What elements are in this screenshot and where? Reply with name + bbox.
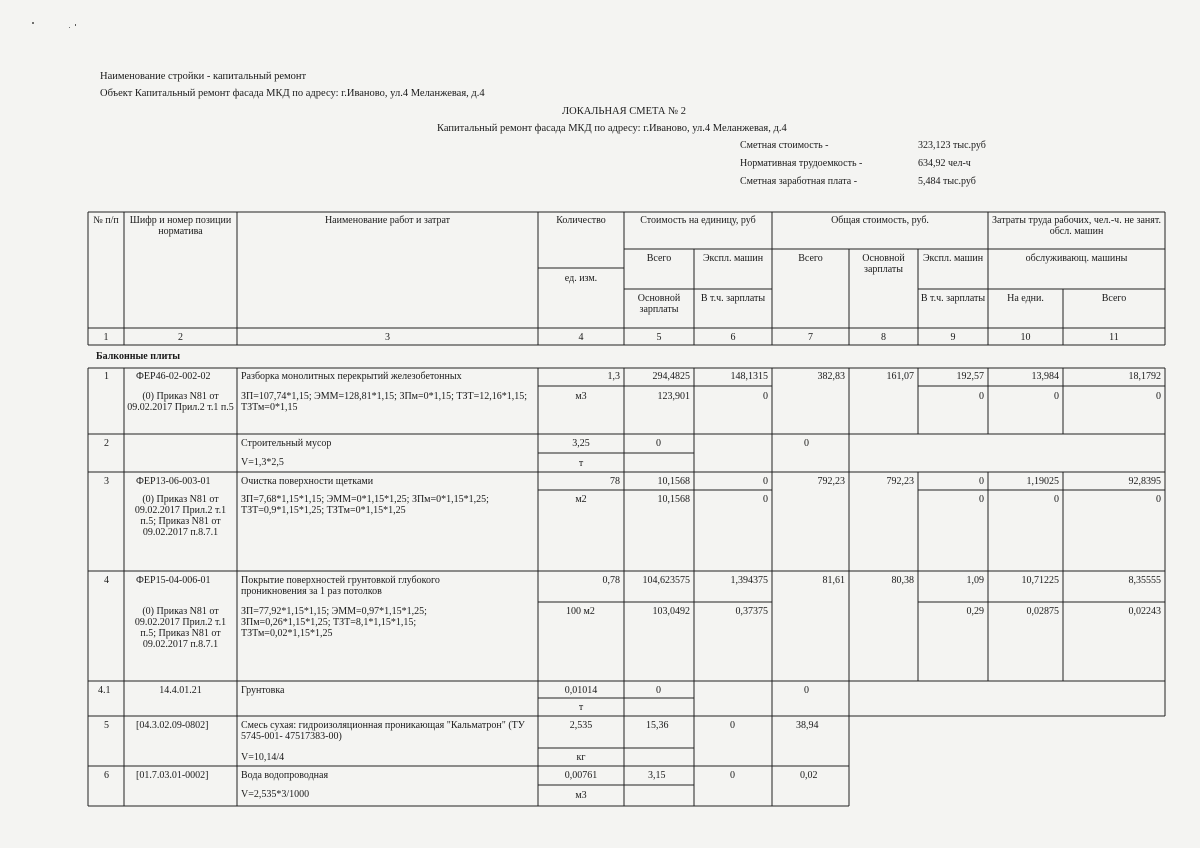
row-c6: 0 (730, 720, 735, 731)
row-name: Смесь сухая: гидроизоляционная проникающая "Кальматрон" (ТУ 5745-001- 47517383-00) (241, 720, 525, 742)
row-unit: т (578, 702, 584, 713)
row-c6b: 0 (763, 391, 768, 402)
row-code: ФЕР15-04-006-01 (136, 575, 211, 586)
row-num: 6 (104, 770, 109, 781)
col-number: 3 (385, 332, 390, 343)
row-c11b: 0,02243 (1128, 606, 1161, 617)
row-code: ФЕР13-06-003-01 (136, 476, 211, 487)
row-c8: 161,07 (886, 371, 914, 382)
row-unit: т (578, 458, 584, 469)
row-c6: 148,1315 (730, 371, 768, 382)
estimate-title: ЛОКАЛЬНАЯ СМЕТА № 2 (562, 106, 686, 117)
row-c10: 13,984 (1031, 371, 1059, 382)
row-name: Очистка поверхности щетками (241, 476, 374, 487)
row-qty: 78 (610, 476, 620, 487)
row-c5b: 103,0492 (652, 606, 690, 617)
col-number: 6 (730, 332, 736, 343)
row-c9: 192,57 (956, 371, 984, 382)
row-c9: 1,09 (966, 575, 984, 586)
row-num: 5 (104, 720, 109, 731)
row-c9b: 0,29 (966, 606, 984, 617)
row-code: [04.3.02.09-0802] (136, 720, 209, 731)
row-qty: 2,535 (569, 720, 593, 731)
col-number: 1 (103, 332, 109, 343)
row-code-ref: (0) Приказ N81 от 09.02.2017 Прил.2 т.1 п.5 (127, 391, 234, 413)
row-c10b: 0 (1054, 494, 1059, 505)
row-c10b: 0,02875 (1026, 606, 1059, 617)
row-c6b: 0 (763, 494, 768, 505)
summary-labor-label: Нормативная трудоемкость - (740, 158, 863, 169)
row-c7: 81,61 (822, 575, 845, 586)
col-header-num: № п/п (93, 215, 119, 226)
row-code: ФЕР46-02-002-02 (136, 371, 211, 382)
col-header-labor: Затраты труда рабочих, чел.-ч. не занят. обсл. машин (992, 215, 1161, 237)
row-c7: 0 (804, 438, 809, 449)
row-unit: м2 (575, 494, 587, 505)
col-number: 4 (578, 332, 584, 343)
row-formula: V=1,3*2,5 (241, 457, 284, 468)
col-header-base-wage2: Основной зарплаты (637, 293, 681, 315)
row-c11b: 0 (1156, 494, 1161, 505)
col-number: 10 (1020, 332, 1031, 343)
row-c11: 18,1792 (1128, 371, 1161, 382)
row-c9: 0 (979, 476, 984, 487)
row-c9b: 0 (979, 391, 984, 402)
row-qty: 0,78 (602, 575, 620, 586)
row-name: Грунтовка (241, 685, 285, 696)
row-c5b: 123,901 (657, 391, 690, 402)
row-c8: 792,23 (886, 476, 914, 487)
col-header-mach2: Экспл. машин (922, 253, 984, 264)
row-formula: V=10,14/4 (241, 752, 285, 763)
row-c8: 80,38 (891, 575, 914, 586)
col-header-mach: Экспл. машин (702, 253, 764, 264)
row-c5b: 10,1568 (657, 494, 690, 505)
summary-labor-value: 634,92 чел-ч (918, 158, 971, 169)
row-num: 3 (104, 476, 109, 487)
estimate-subtitle: Капитальный ремонт фасада МКД по адресу: г.Иваново, ул.4 Меланжевая, д.4 (437, 123, 787, 134)
row-unit: 100 м2 (566, 606, 595, 617)
row-formula: ЗП=77,92*1,15*1,15; ЭММ=0,97*1,15*1,25; ЗПм=0,26*1,15*1,25; ТЗТ=8,1*1,15*1,15; ТЗТм=0,02*1,15*1,25 (241, 606, 427, 639)
summary-cost-value: 323,123 тыс.руб (918, 140, 986, 151)
row-c9b: 0 (979, 494, 984, 505)
row-name: Разборка монолитных перекрытий железобетонных (241, 371, 462, 382)
object-name: Объект Капитальный ремонт фасада МКД по адресу: г.Иваново, ул.4 Меланжевая, д.4 (100, 88, 485, 99)
row-c6: 1,394375 (730, 575, 768, 586)
col-header-qty: Количество (556, 215, 606, 226)
row-num: 1 (104, 371, 109, 382)
row-qty: 3,25 (572, 438, 590, 449)
row-c11: 92,8395 (1128, 476, 1161, 487)
row-num: 4.1 (98, 685, 111, 696)
col-header-all: Всего (646, 253, 672, 264)
row-c11: 8,35555 (1128, 575, 1161, 586)
row-unit: м3 (575, 790, 587, 801)
col-header-incl-wage: В т.ч. зарплаты (700, 293, 766, 304)
summary-cost-label: Сметная стоимость - (740, 140, 829, 151)
row-code: 14.4.01.21 (159, 685, 202, 696)
col-number: 11 (1109, 332, 1119, 343)
col-header-machine-service: обслуживающ. машины (1025, 253, 1128, 264)
row-qty: 1,3 (607, 371, 620, 382)
col-header-unit: ед. изм. (564, 273, 598, 284)
row-c5: 0 (656, 438, 661, 449)
row-qty: 0,01014 (564, 685, 598, 696)
summary-wage-label: Сметная заработная плата - (740, 176, 858, 187)
col-number: 7 (808, 332, 813, 343)
row-c5: 10,1568 (657, 476, 690, 487)
row-c7: 0,02 (800, 770, 818, 781)
row-c10: 10,71225 (1021, 575, 1059, 586)
row-unit: кг (576, 752, 586, 763)
col-header-total-cost: Общая стоимость, руб. (831, 215, 929, 226)
row-unit: м3 (575, 391, 587, 402)
section-title: Балконные плиты (96, 351, 181, 362)
row-code: [01.7.03.01-0002] (136, 770, 209, 781)
row-c7: 0 (804, 685, 809, 696)
row-name: Покрытие поверхностей грунтовкой глубокого проникновения за 1 раз потолков (241, 575, 440, 597)
construction-name: Наименование стройки - капитальный ремонт (100, 71, 307, 82)
row-c10: 1,19025 (1026, 476, 1059, 487)
row-c6: 0 (763, 476, 768, 487)
row-name: Строительный мусор (241, 438, 332, 449)
col-header-base-wage: Основной зарплаты (862, 253, 905, 275)
row-c5: 294,4825 (652, 371, 690, 382)
row-c11b: 0 (1156, 391, 1161, 402)
col-header-name: Наименование работ и затрат (324, 215, 451, 226)
row-num: 4 (104, 575, 109, 586)
col-header-unit-cost: Стоимость на единицу, руб (640, 215, 756, 226)
row-c6b: 0,37375 (735, 606, 768, 617)
col-number: 2 (178, 332, 183, 343)
row-c5: 0 (656, 685, 661, 696)
row-c10b: 0 (1054, 391, 1059, 402)
col-header-all3: Всего (1101, 293, 1127, 304)
col-header-per-unit: На едни. (1007, 293, 1044, 304)
col-number: 9 (950, 332, 956, 343)
row-c5: 15,36 (646, 720, 669, 731)
row-code-ref: (0) Приказ N81 от 09.02.2017 Прил.2 т.1 п.5; Приказ N81 от 09.02.2017 п.8.7.1 (134, 606, 227, 650)
row-code-ref: (0) Приказ N81 от 09.02.2017 Прил.2 т.1 п.5; Приказ N81 от 09.02.2017 п.8.7.1 (134, 494, 227, 538)
row-formula: V=2,535*3/1000 (241, 789, 310, 800)
row-c7: 792,23 (817, 476, 845, 487)
col-number: 8 (881, 332, 886, 343)
col-header-code: Шифр и номер позиции норматива (129, 215, 232, 237)
col-header-all2: Всего (798, 253, 823, 264)
summary-wage-value: 5,484 тыс.руб (918, 176, 976, 187)
col-number: 5 (656, 332, 662, 343)
row-formula: ЗП=7,68*1,15*1,15; ЭММ=0*1,15*1,25; ЗПм=0*1,15*1,25; ТЗТ=0,9*1,15*1,25; ТЗТм=0*1,15*1,25 (241, 494, 489, 516)
row-c7: 382,83 (817, 371, 845, 382)
col-header-incl-wage2: В т.ч. зарплаты (920, 293, 986, 304)
row-qty: 0,00761 (564, 770, 598, 781)
row-c5: 104,623575 (642, 575, 690, 586)
row-c7: 38,94 (796, 720, 819, 731)
row-num: 2 (104, 438, 109, 449)
row-name: Вода водопроводная (241, 770, 329, 781)
row-c5: 3,15 (648, 770, 666, 781)
row-formula: ЗП=107,74*1,15; ЭММ=128,81*1,15; ЗПм=0*1,15; ТЗТ=12,16*1,15; ТЗТм=0*1,15 (241, 391, 528, 413)
row-c6: 0 (730, 770, 735, 781)
